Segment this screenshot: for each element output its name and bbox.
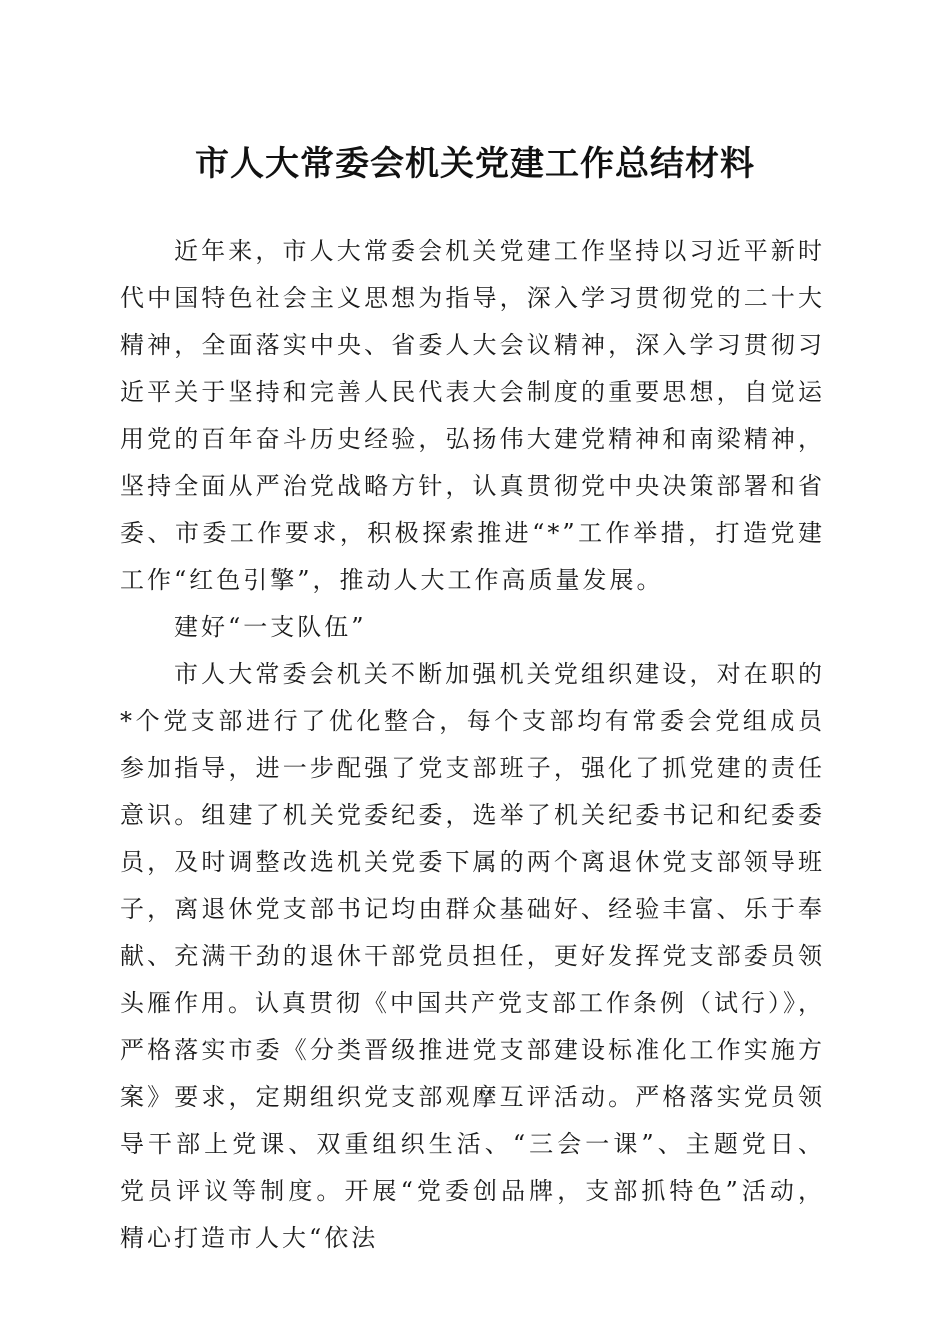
- section-heading: 建好“一支队伍”: [174, 613, 367, 641]
- paragraph-team-building: 市人大常委会机关不断加强机关党组织建设，对在职的*个党支部进行了优化整合，每个支部均有常委会党组成员参加指导，进一步配强了党支部班子，强化了抓党建的责任意识。组建了机关党委纪委，选举了机关纪委书记和纪委委员，及时调整改选机关党委下属的两个离退休党支部领导班子，离退休党支部书记均由群众基础好、经验丰富、乐于奉献、充满干劲的退休干部党员担任，更好发挥党支部委员领头雁作用。认真贯彻《中国共产党支部工作条例（试行）》，严格落实市委《分类晋级推进党支部建设标准化工作实施方案》要求，定期组织党支部观摩互评活动。严格落实党员领导干部上党课、双重组织生活、“三会一课”、主题党日、党员评议等制度。开展“党委创品牌，支部抓特色”活动，精心打造市人大“依法: [120, 660, 825, 1252]
- document-body: [120, 228, 825, 1262]
- paragraph-intro: 近年来，市人大常委会机关党建工作坚持以习近平新时代中国特色社会主义思想为指导，深入学习贯彻党的二十大精神，全面落实中央、省委人大会议精神，深入学习贯彻习近平关于坚持和完善人民代表大会制度的重要思想，自觉运用党的百年奋斗历史经验，弘扬伟大建党精神和南梁精神，坚持全面从严治党战略方针，认真贯彻党中央决策部署和省委、市委工作要求，积极探索推进“*”工作举措，打造党建工作“红色引擎”，推动人大工作高质量发展。: [120, 237, 825, 594]
- document-title: 市人大常委会机关党建工作总结材料: [195, 144, 755, 184]
